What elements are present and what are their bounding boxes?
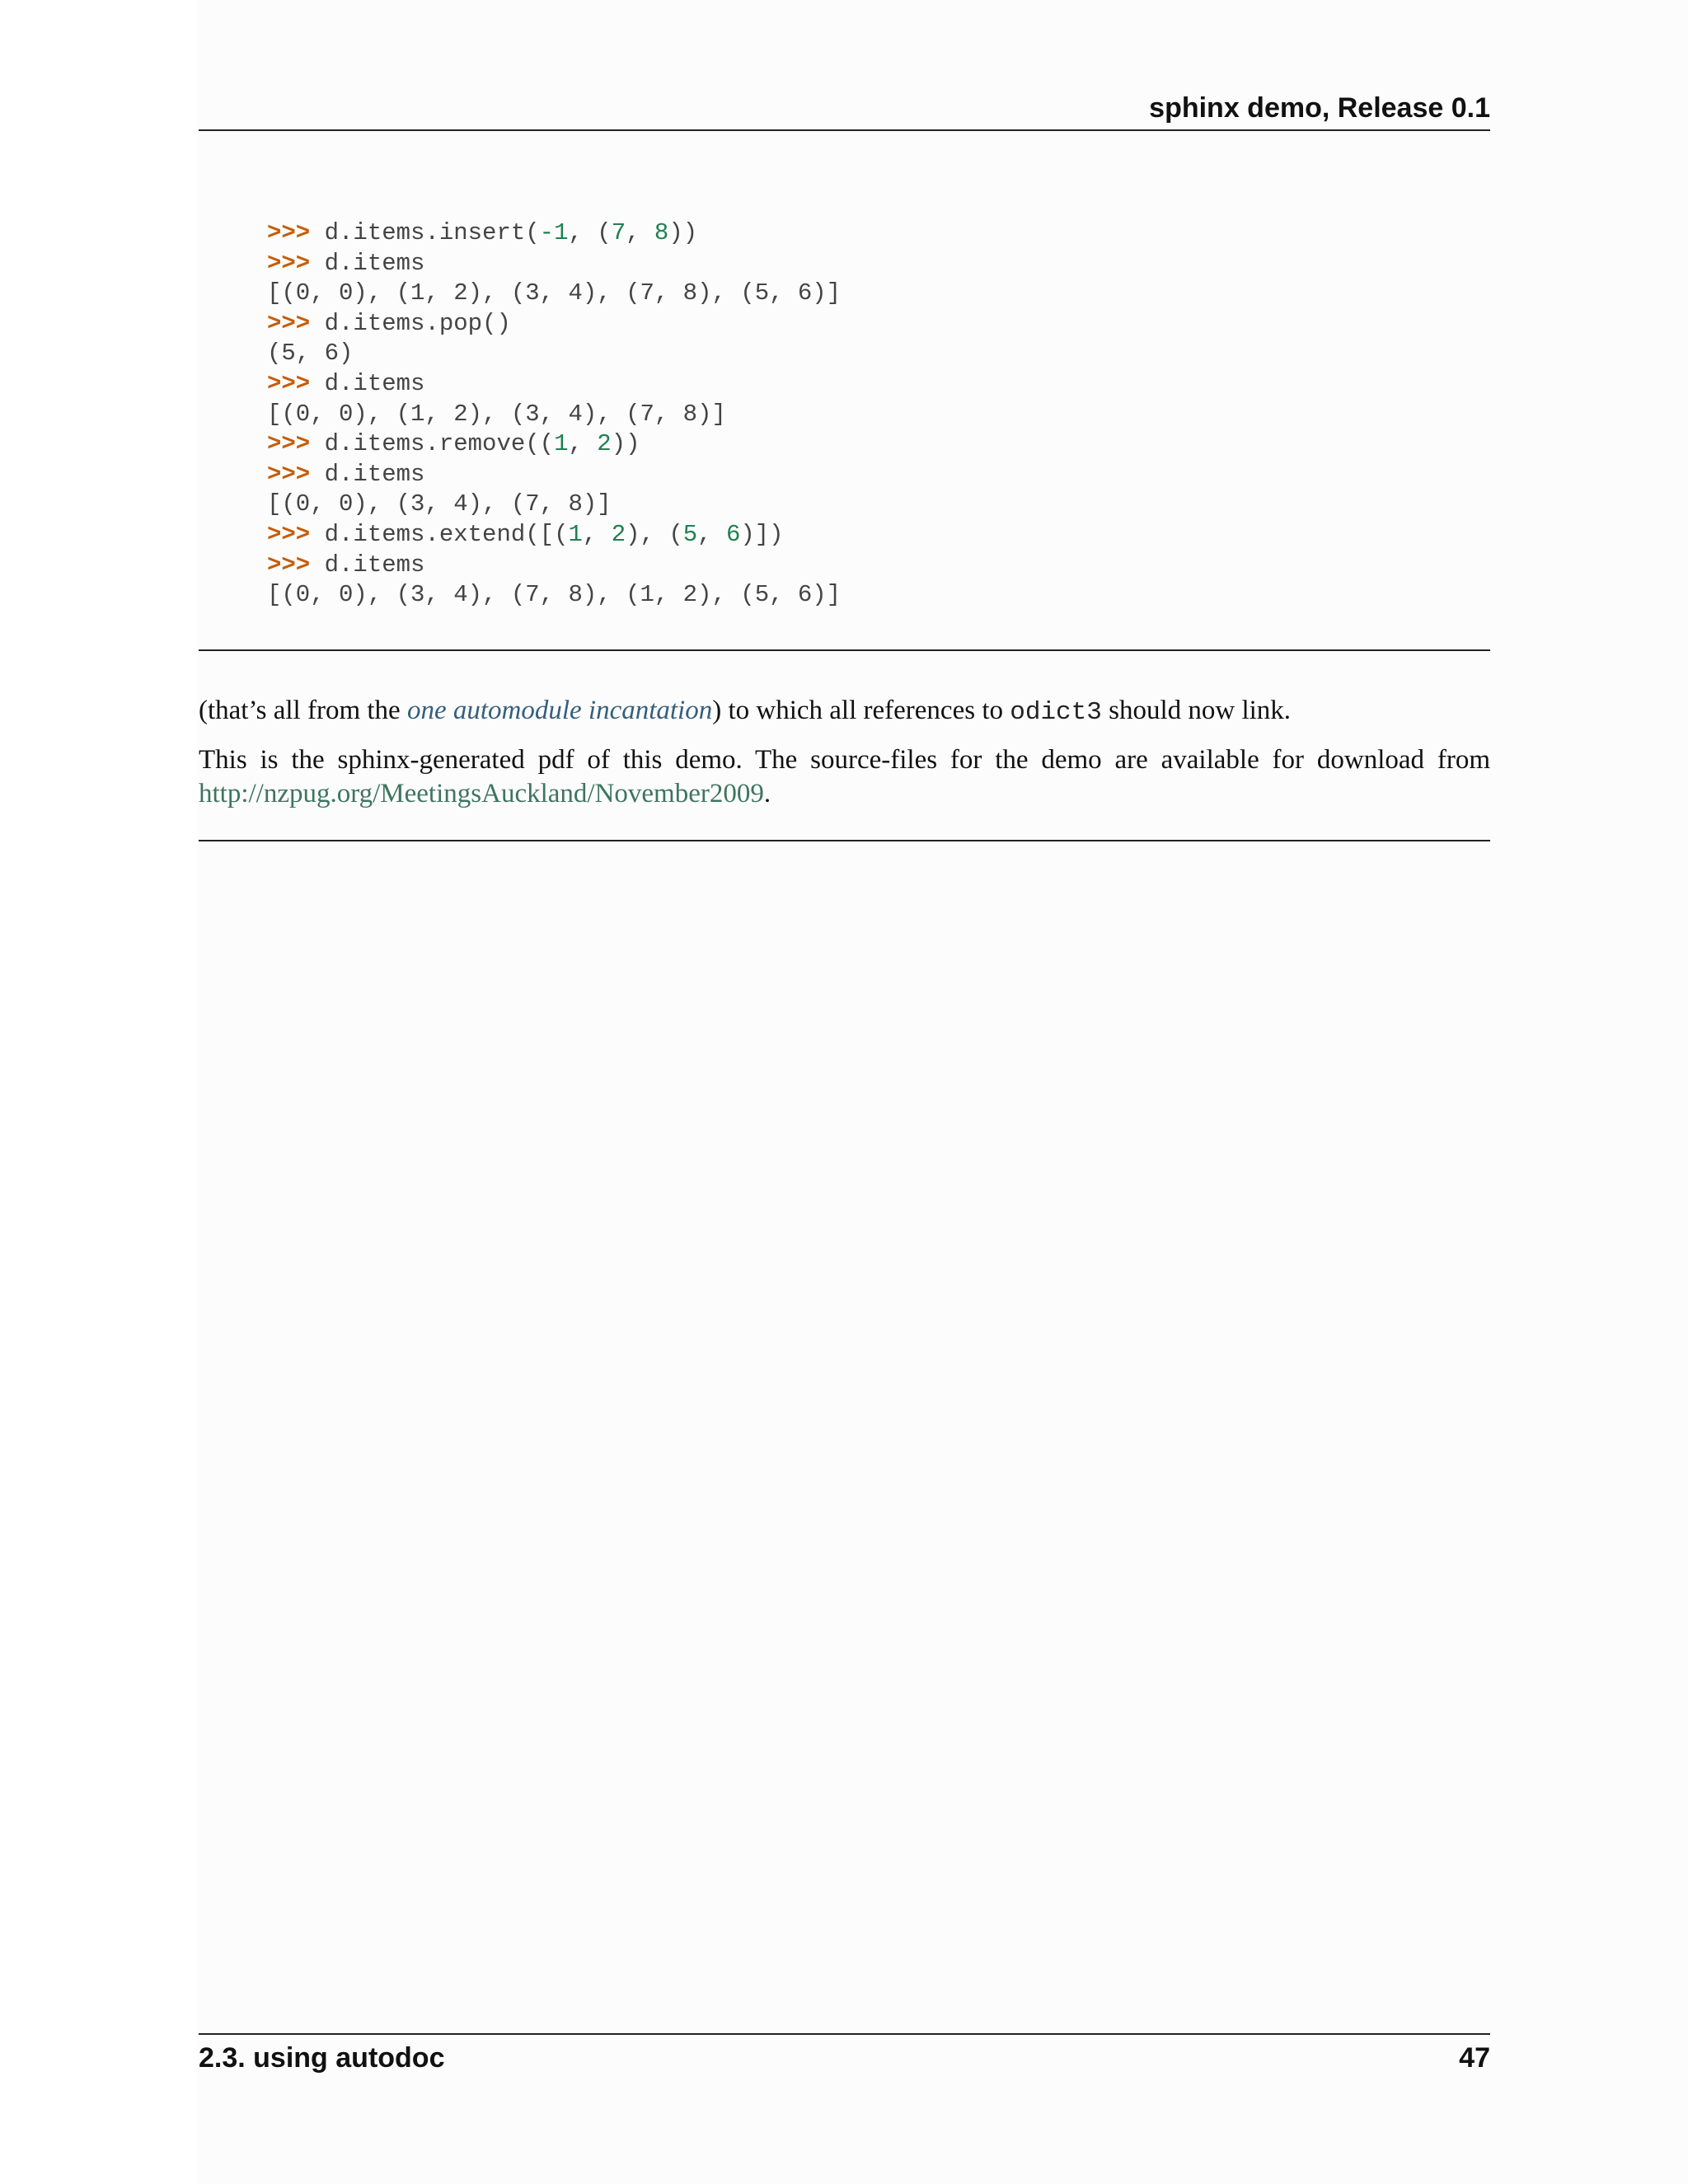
number-token: -1 <box>539 219 569 246</box>
code-line <box>267 400 841 430</box>
code-token: )) <box>668 219 698 246</box>
section-divider-bottom <box>199 840 1490 841</box>
footer-rule <box>199 2033 1490 2035</box>
code-token: d.items <box>310 460 425 488</box>
number-token: 2 <box>611 520 626 548</box>
code-token: , <box>697 520 726 548</box>
code-token: d.items <box>310 551 425 579</box>
code-line <box>267 551 841 581</box>
number-token: 7 <box>611 219 626 246</box>
odict3-code: odict3 <box>1010 698 1102 727</box>
running-footer <box>199 2042 1490 2074</box>
code-token: , ( <box>568 219 612 246</box>
output-token: (5, 6) <box>267 340 354 368</box>
code-line <box>267 580 841 611</box>
prompt-token: >>> <box>267 219 311 246</box>
code-token: d.items.insert( <box>310 219 540 246</box>
code-token: ), ( <box>626 520 683 548</box>
footer-section-title: 2.3. using autodoc <box>199 2042 445 2074</box>
code-token: d.items <box>310 369 425 397</box>
code-line <box>267 249 841 279</box>
number-token: 1 <box>554 430 569 458</box>
number-token: 6 <box>725 520 741 548</box>
code-token: , <box>568 430 598 458</box>
para2-text: This is the sphinx-generated pdf of this demo. The source-files for the demo are available for download from <box>199 745 1490 775</box>
code-line <box>267 309 841 340</box>
prompt-token: >>> <box>267 460 311 488</box>
code-token: , <box>626 219 654 246</box>
header-rule <box>199 129 1490 131</box>
output-token: [(0, 0), (1, 2), (3, 4), (7, 8)] <box>267 400 726 428</box>
prompt-token: >>> <box>267 430 311 458</box>
para2-text-after: . <box>763 779 771 808</box>
paragraph-pdf-info <box>199 743 1490 811</box>
number-token: 2 <box>597 430 612 458</box>
para1-text-middle: ) to which all references to <box>712 696 1010 725</box>
code-line <box>267 460 841 490</box>
prompt-token: >>> <box>267 369 311 397</box>
code-line <box>267 339 841 369</box>
output-token: [(0, 0), (3, 4), (7, 8)] <box>267 490 612 518</box>
number-token: 5 <box>682 520 698 548</box>
output-token: [(0, 0), (3, 4), (7, 8), (1, 2), (5, 6)] <box>267 581 842 609</box>
code-token: d.items <box>310 249 425 277</box>
output-token: [(0, 0), (1, 2), (3, 4), (7, 8), (5, 6)] <box>267 279 842 307</box>
paragraph-autodoc-note <box>199 694 1490 729</box>
automodule-incantation-link[interactable]: one automodule incantation <box>406 696 713 725</box>
code-token: d.items.pop() <box>310 309 511 337</box>
section-divider-top <box>199 649 1490 651</box>
para1-text-after: should now link. <box>1101 696 1292 725</box>
code-line <box>267 429 841 460</box>
code-line <box>267 520 841 551</box>
code-line <box>267 218 841 249</box>
code-token: d.items.extend([( <box>310 520 569 548</box>
code-line <box>267 279 841 309</box>
prompt-token: >>> <box>267 520 311 548</box>
number-token: 1 <box>568 520 583 548</box>
prompt-token: >>> <box>267 249 311 277</box>
code-line <box>267 490 841 520</box>
code-token: )]) <box>740 520 784 548</box>
code-block <box>267 218 841 611</box>
prompt-token: >>> <box>267 309 311 337</box>
download-url-link[interactable]: http://nzpug.org/MeetingsAuckland/November2009 <box>199 779 764 808</box>
code-token: )) <box>611 430 640 458</box>
page-number: 47 <box>1459 2042 1490 2074</box>
code-line <box>267 369 841 400</box>
number-token: 8 <box>654 219 669 246</box>
code-token: , <box>582 520 612 548</box>
para1-text-before: (that’s all from the <box>199 696 407 725</box>
prompt-token: >>> <box>267 551 311 579</box>
running-header: sphinx demo, Release 0.1 <box>1149 92 1490 124</box>
code-token: d.items.remove(( <box>310 430 555 458</box>
